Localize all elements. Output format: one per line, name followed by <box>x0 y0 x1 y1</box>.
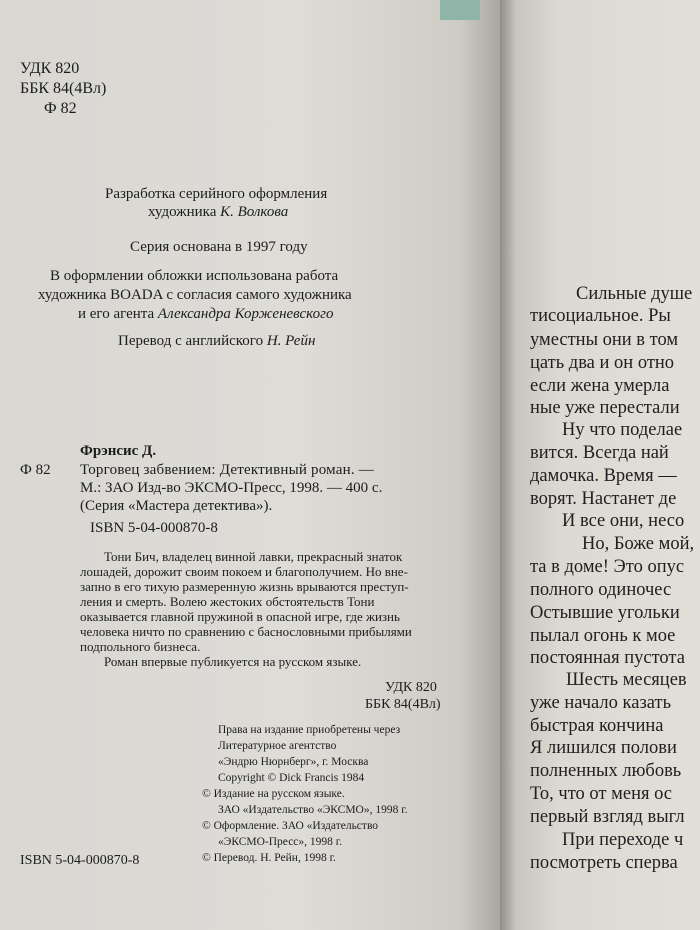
text-line: Шесть месяцев <box>566 670 687 690</box>
udk-bottom: УДК 820 <box>385 680 437 695</box>
text-line: быстрая кончина <box>530 716 664 736</box>
cover-credit-line2: художника BOADA с согласия самого художника <box>38 287 352 303</box>
bbk-bottom: ББК 84(4Вл) <box>365 697 441 712</box>
series-design-artist: К. Волкова <box>220 204 289 220</box>
biblio-line2: М.: ЗАО Изд-во ЭКСМО-Пресс, 1998. — 400 с. <box>80 480 383 496</box>
rights-line: «Эндрю Нюрнберг», г. Москва <box>218 756 369 768</box>
rights-line: «ЭКСМО-Пресс», 1998 г. <box>218 836 343 848</box>
text-line: тисоциальное. Ры <box>530 306 671 326</box>
text-line: пылал огонь к мое <box>530 626 676 646</box>
text-line: Остывшие угольки <box>530 603 680 623</box>
cover-credit-line1: В оформлении обложки использована работа <box>50 268 339 284</box>
biblio-line1: Торговец забвением: Детективный роман. — <box>80 462 374 478</box>
isbn-bottom: ISBN 5-04-000870-8 <box>20 853 140 868</box>
text-line: уже начало казать <box>530 693 672 713</box>
biblio-author: Фрэнсис Д. <box>80 443 157 459</box>
biblio-line3: (Серия «Мастера детектива»). <box>80 498 273 514</box>
series-founded: Серия основана в 1997 году <box>130 239 308 255</box>
author-mark: Ф 82 <box>44 100 77 117</box>
text-line: Я лишился полови <box>530 738 677 758</box>
isbn-main: ISBN 5-04-000870-8 <box>90 520 218 536</box>
biblio-mark: Ф 82 <box>20 462 51 478</box>
text-line: та в доме! Это опус <box>530 557 685 577</box>
right-page <box>500 0 700 930</box>
rights-line: © Оформление. ЗАО «Издательство <box>202 820 379 832</box>
annotation-line: Роман впервые публикуется на русском языке. <box>104 654 362 669</box>
rights-line: © Перевод. Н. Рейн, 1998 г. <box>202 852 336 864</box>
text-line: И все они, несо <box>562 511 685 531</box>
annotation-line: ления и смерть. Волею жестоких обстоятельств Тони <box>80 594 375 609</box>
text-line: полненных любовь <box>530 761 682 781</box>
annotation-line: человека ничто по сравнению с баснословными прибылями <box>80 624 412 639</box>
rights-line: © Издание на русском языке. <box>202 788 345 800</box>
text-line: При переходе ч <box>562 830 684 850</box>
series-design-line2: художника К. Волкова <box>148 204 289 220</box>
text-line: цать два и он отно <box>530 353 675 373</box>
text-line: Сильные душе <box>576 284 693 304</box>
text-line: уместны они в том <box>530 330 679 350</box>
text-line: Ну что поделае <box>562 420 683 440</box>
rights-line: ЗАО «Издательство «ЭКСМО», 1998 г. <box>218 804 408 816</box>
text-line: дамочка. Время — <box>530 466 677 486</box>
cover-edge <box>440 0 480 20</box>
text-line: То, что от меня ос <box>530 784 673 804</box>
text-line: вится. Всегда най <box>530 443 669 463</box>
series-design-line1: Разработка серийного оформления <box>105 186 328 202</box>
cover-agent: Александра Корженевского <box>157 306 334 322</box>
rights-line: Права на издание приобретены через <box>218 724 401 736</box>
rights-line: Copyright © Dick Francis 1984 <box>218 772 365 784</box>
bbk-code: ББК 84(4Вл) <box>20 80 107 97</box>
annotation-line: Тони Бич, владелец винной лавки, прекрасный знаток <box>104 549 403 564</box>
text-line: полного одиночес <box>530 580 672 600</box>
cover-credit-line3: и его агента Александра Корженевского <box>78 306 334 322</box>
text-line: Но, Боже мой, <box>582 534 695 554</box>
udk-code: УДК 820 <box>20 60 80 77</box>
text-line: ворят. Настанет де <box>530 489 677 509</box>
text-line: постоянная пустота <box>530 648 685 668</box>
annotation-line: лошадей, дорожит своим покоем и благополучием. Но вне- <box>80 564 408 579</box>
rights-line: Литературное агентство <box>218 740 337 752</box>
annotation-line: запно в его тихую размеренную жизнь врываются преступ- <box>80 579 409 594</box>
translation-credit: Перевод с английского Н. Рейн <box>118 333 316 349</box>
annotation-line: подпольного бизнеса. <box>80 639 201 654</box>
text-line: если жена умерла <box>530 376 670 396</box>
text-line: первый взгляд выгл <box>530 807 685 827</box>
text-line: посмотреть сперва <box>530 853 678 873</box>
translator: Н. Рейн <box>266 333 316 349</box>
annotation-line: оказывается главной пружиной в опасной игре, где жизнь <box>80 609 400 624</box>
text-line: ные уже перестали <box>530 398 680 418</box>
